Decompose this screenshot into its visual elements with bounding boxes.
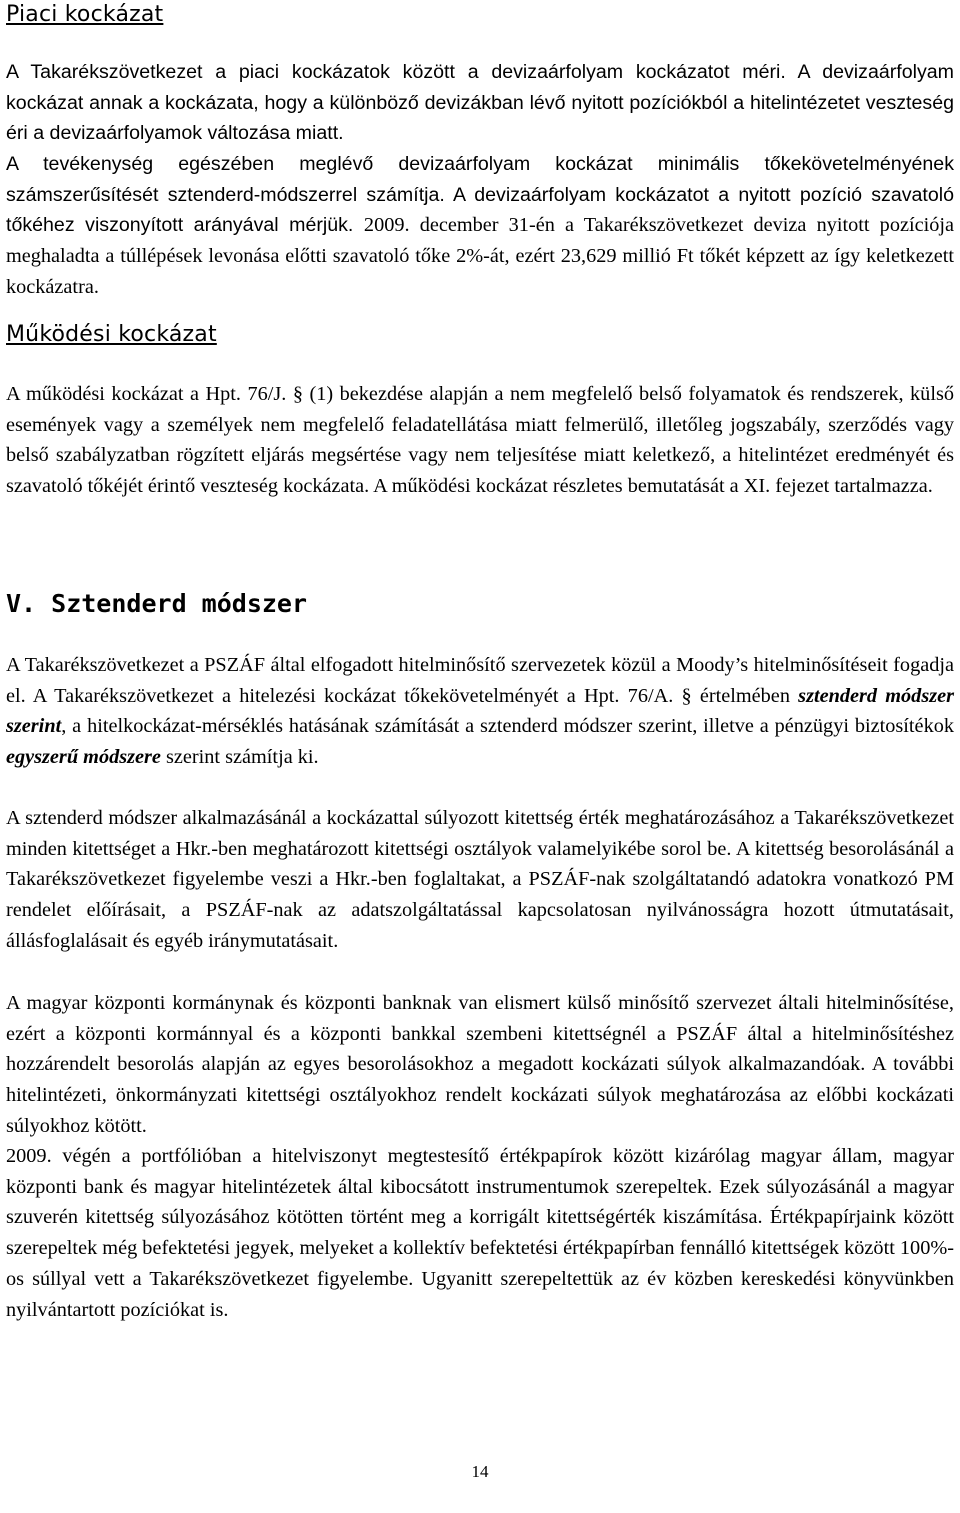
paragraph-sztenderd-2: A sztenderd módszer alkalmazásánál a kockázattal súlyozott kitettség érték meghatározásához a Takarékszövetkezet minden kitettséget a Hkr.-ben meghatározott kitettségi osztályok valamelyikébe sorol be. A kitettség besorolásánál a Takarékszövetkezet figyelembe veszi a Hkr.-ben foglaltakat, a PSZÁF-nak szolgáltatandó adatokra vonatkozó PM rendelet előírásait, a PSZÁF-nak az adatszolgáltatással kapcsolatosan nyilvánosságra hozott útmutatásait, állásfoglalásait és egyéb iránymutatásait. [6,807,954,952]
paragraph-piaci-2-sans-text: A tevékenység egészében meglévő devizaárfolyam kockázat minimális tőkekövetelményének számszerűsítését sztenderd-módszerrel számítja. A devizaárfolyam kockázatot a nyitott pozíció szavatoló tőkéhez viszonyított arányával mérjük. [6,153,954,237]
paragraph-piaci-1 [6,57,954,149]
heading-sztenderd-modszer: V. Sztenderd módszer [6,589,308,618]
heading-mukodesi-kockazat: Működési kockázat [6,322,217,347]
emphasis-egyszeru-modszere: egyszerű módszere [6,746,161,769]
paragraph-sztenderd-1 [6,650,954,773]
emphasis-sztenderd-modszer-szerint: sztenderd módszer szerint [6,684,954,738]
paragraph-mukodesi: A működési kockázat a Hpt. 76/J. § (1) bekezdése alapján a nem megfelelő belső folyamatok és rendszerek, külső események vagy a személyek nem megfelelő feladatellátása miatt felmerülő, illetőleg jogszabály, szerződés vagy belső szabályzatban rögzített eljárás megsértése vagy nem teljesítése miatt keletkező, a hitelintézet eredményét és szavatoló tőkéjét érintő veszteség kockázata. A működési kockázat részletes bemutatását a XI. fejezet tartalmazza. [6,383,954,498]
paragraph-piaci-1-text: A Takarékszövetkezet a piaci kockázatok között a devizaárfolyam kockázatot méri. A devizaárfolyam kockázat annak a kockázata, hogy a különböző devizákban lévő nyitott pozíciókból a hitelintézetet veszteség éri a devizaárfolyamok változása miatt. [6,61,954,145]
paragraph-sztenderd-1-b: , a hitelkockázat-mérséklés hatásának számítását a sztenderd módszer szerint, illetve a pénzügyi biztosítékok [61,715,954,738]
page-number: 14 [471,1462,489,1481]
paragraph-piaci-2-serif-text: 2009. december 31-én a Takarékszövetkezet deviza nyitott pozíciója meghaladta a túllépések levonása előtti szavatoló tőke 2%-át, ezért 23,629 millió Ft tőkét képzett az így keletkezett kockázatra. [6,214,955,298]
paragraph-piaci-2 [6,149,954,303]
paragraph-sztenderd-3: A magyar központi kormánynak és központi banknak van elismert külső minősítő szervezet általi hitelminősítése, ezért a központi kormánnyal és a központi bankkal szembeni kitettségnél a PSZÁF által a hitelminősítéshez hozzárendelt besorolás alapján az egyes besorolásokhoz a megadott kockázati súlyok alkalmazandóak. A további hitelintézeti, önkormányzati kitettségi osztályokhoz rendelt kockázati súlyok meghatározása az előbbi kockázati súlyokhoz kötött. [6,992,954,1137]
paragraph-sztenderd-1-a: A Takarékszövetkezet a PSZÁF által elfogadott hitelminősítő szervezetek közül a Moody’s hitelminősítéseit fogadja el. A Takarékszövetkezet a hitelezési kockázat tőkekövetelményét a Hpt. 76/A. § értelmében [6,654,954,707]
paragraph-sztenderd-4: 2009. végén a portfólióban a hitelviszonyt megtestesítő értékpapírok között kizárólag magyar állam, magyar központi bank és magyar hitelintézetek által kibocsátott instrumentumok szerepeltek. Ezek súlyozásánál a magyar szuverén kitettség súlyozásához kötötten történt meg a korrigált kitettségérték kiszámítása. Értékpapírjaink között szerepeltek még befektetési jegyek, melyeket a kollektív befektetési értékpapírban fennálló kitettségek között 100%-os súllyal vett a Takarékszövetkezet figyelembe. Ugyanitt szerepeltettük az év közben kereskedési könyvünkben nyilvántartott pozíciókat is. [6,1145,954,1321]
heading-piaci-kockazat: Piaci kockázat [6,2,164,27]
paragraph-sztenderd-1-c: szerint számítja ki. [160,746,319,769]
